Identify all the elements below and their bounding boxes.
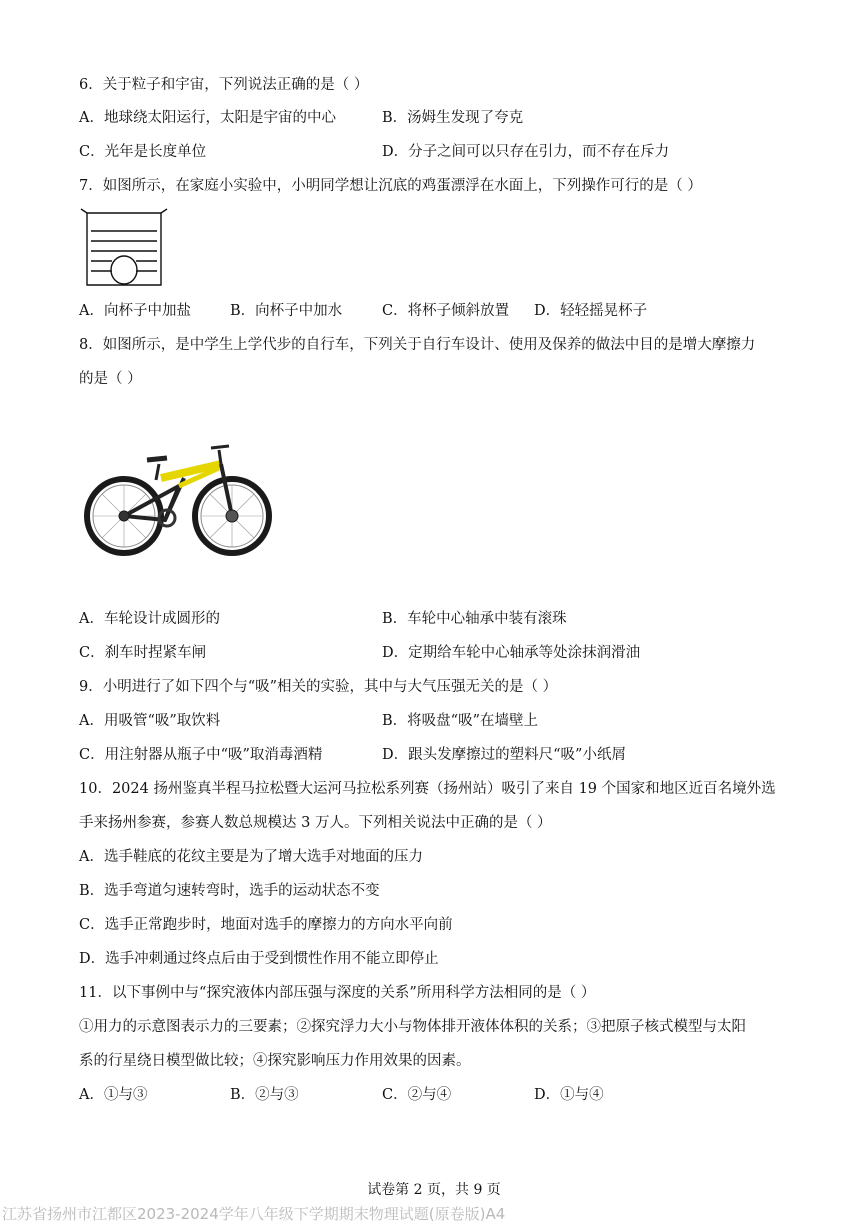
q8-option-c: C．刹车时捏紧车闸 [79,645,207,661]
q9-option-b: B．将吸盘“吸”在墙壁上 [382,713,538,729]
q8-option-b: B．车轮中心轴承中装有滚珠 [382,611,567,627]
q10-option-d: D．选手冲刺通过终点后由于受到惯性作用不能立即停止 [79,951,439,967]
q7-option-b: B．向杯子中加水 [230,303,343,319]
q10-option-b: B．选手弯道匀速转弯时，选手的运动状态不变 [79,883,380,899]
q11-stem: 11．以下事例中与“探究液体内部压强与深度的关系”所用科学方法相同的是（ ） [79,985,596,1001]
q11-option-d: D．①与④ [534,1087,604,1103]
watermark-text: 江苏省扬州市江都区2023-2024学年八年级下学期期末物理试题(原卷版)A4 [2,1205,506,1223]
q11-option-b: B．②与③ [230,1087,299,1103]
q9-option-c: C．用注射器从瓶子中“吸”取消毒酒精 [79,747,323,763]
q11-option-a: A．①与③ [79,1087,148,1103]
q11-body-line1: ①用力的示意图表示力的三要素；②探究浮力大小与物体排开液体体积的关系；③把原子核式模型与太阳 [79,1019,746,1035]
q7-option-d: D．轻轻摇晃杯子 [534,303,648,319]
q6-option-d: D．分子之间可以只存在引力，而不存在斥力 [382,144,670,160]
bicycle-figure [79,438,275,558]
q7-stem: 7．如图所示，在家庭小实验中，小明同学想让沉底的鸡蛋漂浮在水面上，下列操作可行的是（ ） [79,178,702,194]
q11-option-c: C．②与④ [382,1087,452,1103]
q8-stem-line2: 的是（ ） [79,371,142,387]
q9-option-d: D．跟头发摩擦过的塑料尺“吸”小纸屑 [382,747,626,763]
q6-stem: 6．关于粒子和宇宙，下列说法正确的是（ ） [79,77,369,93]
q10-option-c: C．选手正常跑步时，地面对选手的摩擦力的方向水平向前 [79,917,453,933]
q9-option-a: A．用吸管“吸”取饮料 [79,713,221,729]
q6-option-a: A．地球绕太阳运行，太阳是宇宙的中心 [79,110,336,126]
beaker-egg-figure [79,205,169,290]
q8-stem-line1: 8．如图所示，是中学生上学代步的自行车，下列关于自行车设计、使用及保养的做法中目的是增大摩擦力 [79,337,756,353]
q11-body-line2: 系的行星绕日模型做比较；④探究影响压力作用效果的因素。 [79,1053,471,1069]
saddle [147,458,167,460]
handlebar [211,446,229,448]
q6-option-c: C．光年是长度单位 [79,144,207,160]
q10-stem-line1: 10．2024 扬州鉴真半程马拉松暨大运河马拉松系列赛（扬州站）吸引了来自 19 个国家和地区近百名境外选 [79,781,776,797]
q8-option-a: A．车轮设计成圆形的 [79,611,220,627]
q7-option-c: C．将杯子倾斜放置 [382,303,510,319]
q7-option-a: A．向杯子中加盐 [79,303,191,319]
q10-stem-line2: 手来扬州参赛，参赛人数总规模达 3 万人。下列相关说法中正确的是（ ） [79,815,552,831]
page-footer: 试卷第 2 页，共 9 页 [367,1182,501,1198]
q6-option-b: B．汤姆生发现了夸克 [382,110,524,126]
q10-option-a: A．选手鞋底的花纹主要是为了增大选手对地面的压力 [79,849,423,865]
q8-option-d: D．定期给车轮中心轴承等处涂抹润滑油 [382,645,641,661]
q9-stem: 9．小明进行了如下四个与“吸”相关的实验，其中与大气压强无关的是（ ） [79,679,558,695]
egg-icon [111,256,137,284]
